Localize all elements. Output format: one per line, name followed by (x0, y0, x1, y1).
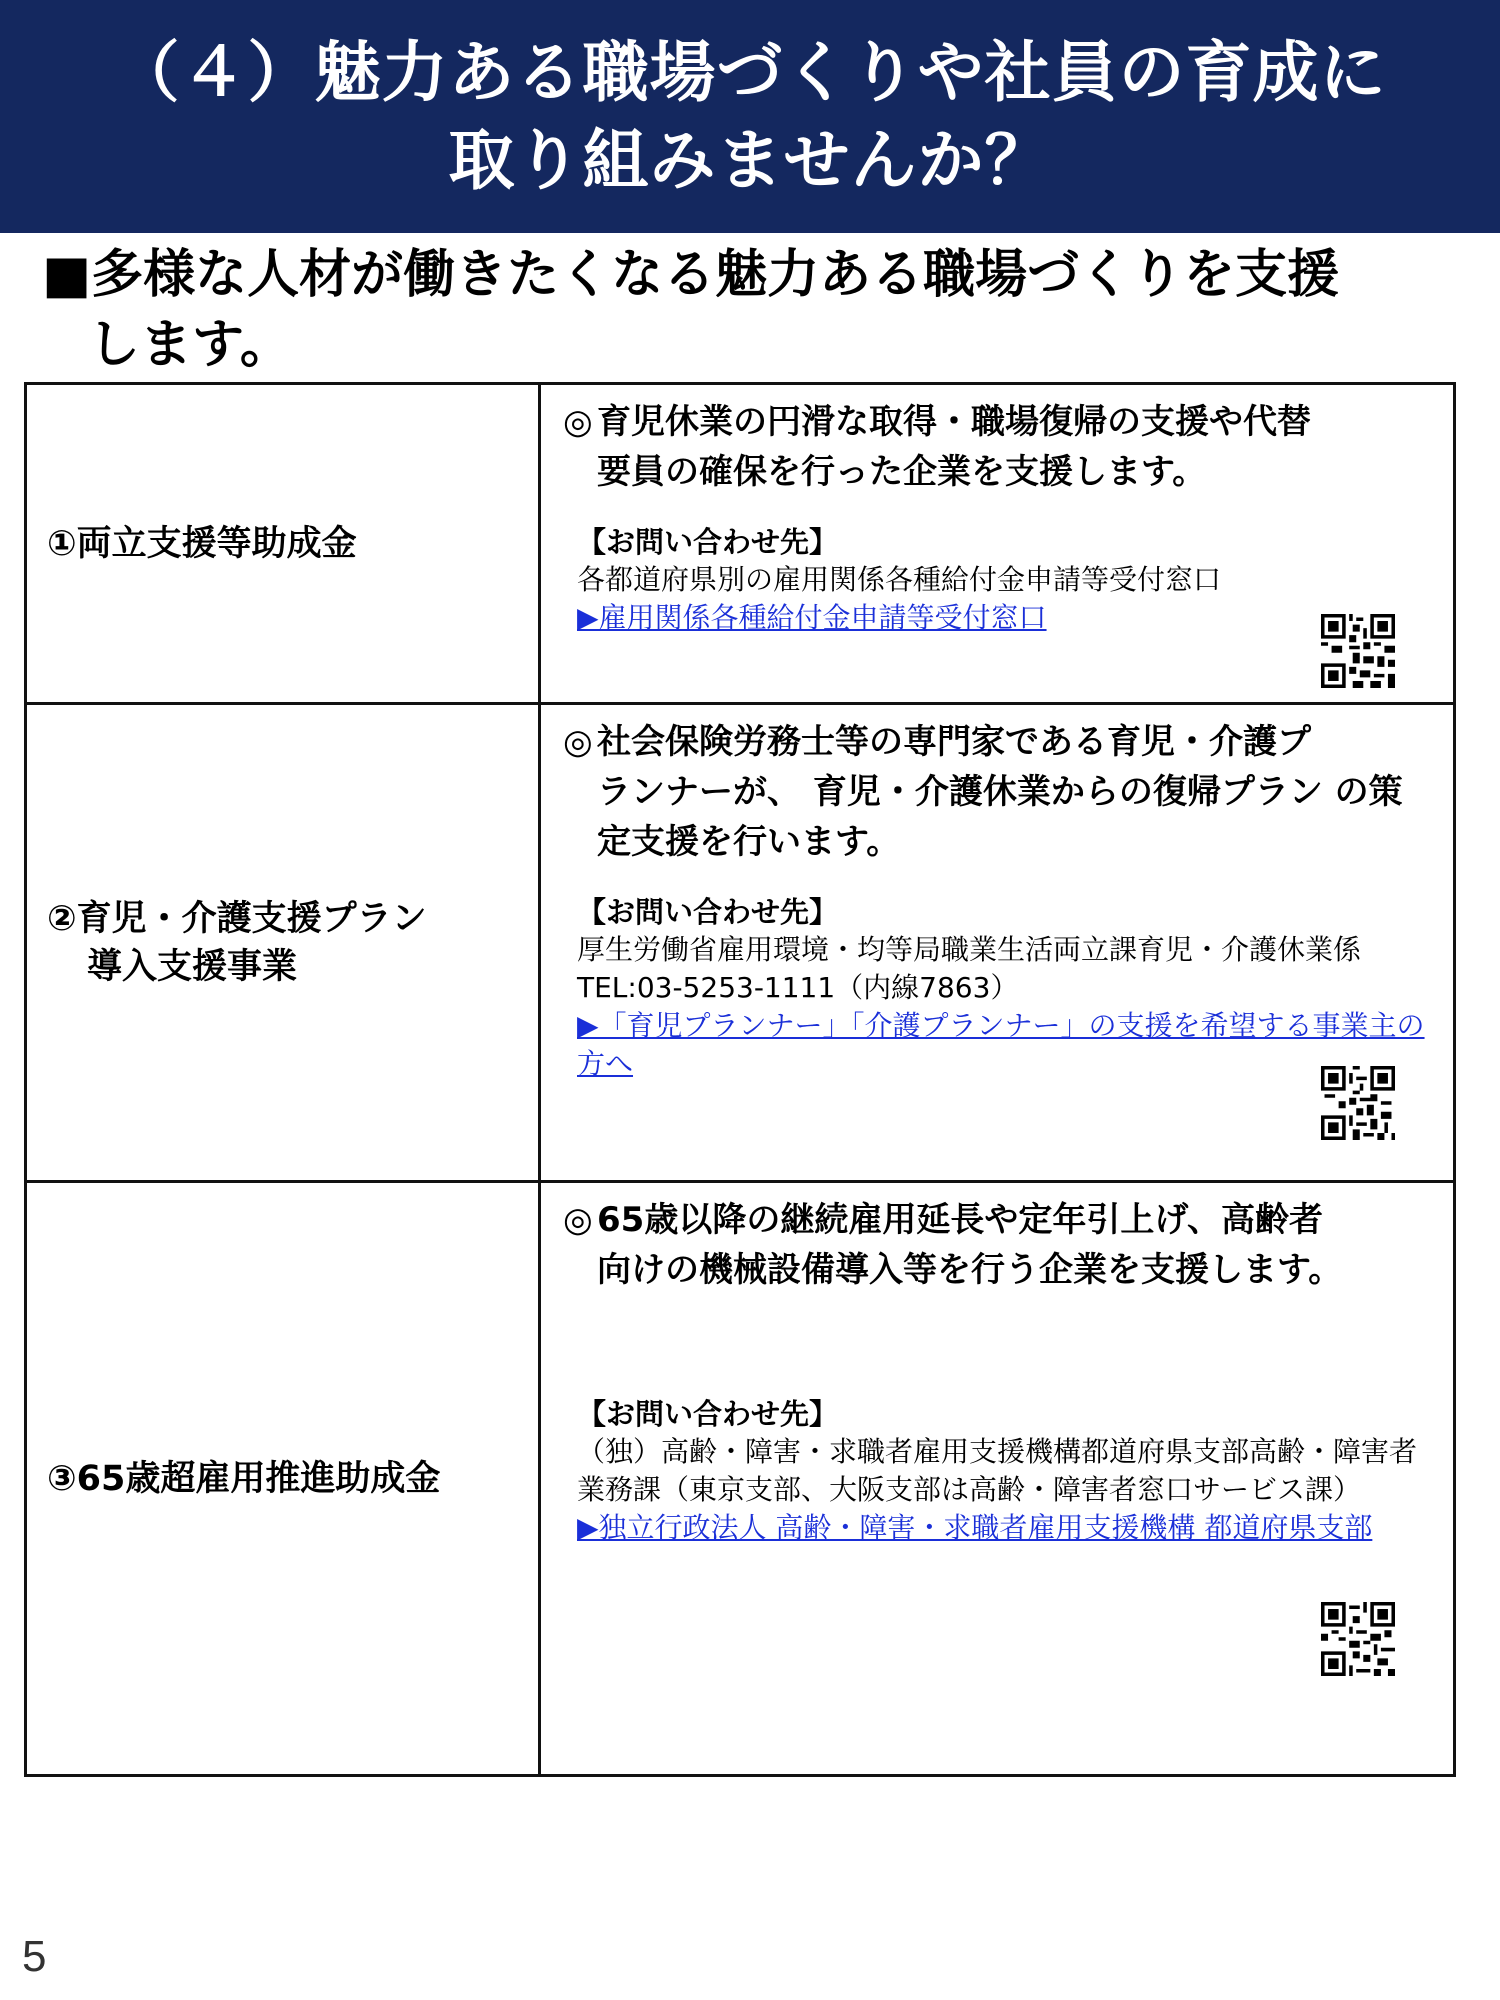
page-title-line1: （４）魅力ある職場づくりや社員の育成に (113, 33, 1387, 111)
program-name: ②育児・介護支援プラン (47, 898, 427, 939)
program-name-continued: 導入支援事業 (87, 946, 298, 987)
contact-text: （独）高齢・障害・求職者雇用支援機構都道府県支部高齢・障害者業務課（東京支部、大阪支部は高齢・障害者窓口サービス課） (577, 1435, 1418, 1506)
contact-label: 【お問い合わせ先】 (577, 1397, 839, 1431)
program-detail-cell (540, 1182, 1455, 1776)
program-detail-cell (540, 384, 1455, 704)
page-header (0, 0, 1500, 233)
contact-link[interactable]: ▶独立行政法人 高齢・障害・求職者雇用支援機構 都道府県支部 (577, 1511, 1373, 1544)
program-name-cell (26, 384, 540, 704)
contact-link[interactable]: ▶雇用関係各種給付金申請等受付窓口 (577, 601, 1047, 634)
qr-code-icon[interactable] (1321, 614, 1395, 688)
bullet-square: ■ (42, 245, 92, 305)
program-description: ◎ 社会保険労務士等の専門家である育児・介護プ ランナーが、 育児・介護休業からの復帰プラン の策定支援を行います。 (563, 717, 1435, 867)
contact-info (563, 523, 1435, 637)
contact-link[interactable]: ▶「育児プランナー」「介護プランナー」の支援を希望する事業主の方へ (577, 1009, 1425, 1080)
page-title-line2: 取り組みませんか？ (448, 121, 1052, 199)
section-heading-line1: 多様な人材が働きたくなる魅力ある職場づくりを支援 (91, 245, 1340, 305)
table-row (26, 704, 1455, 1182)
contact-phone: TEL:03-5253-1111（内線7863） (577, 971, 1019, 1004)
double-circle-icon: ◎ (563, 1200, 593, 1240)
program-name: ③65歳超雇用推進助成金 (47, 1458, 441, 1499)
program-description: ◎ 65歳以降の継続雇用延長や定年引上げ、高齢者 向けの機械設備導入等を行う企業を支援します。 (563, 1195, 1435, 1295)
program-name: ①両立支援等助成金 (47, 523, 357, 564)
contact-label: 【お問い合わせ先】 (577, 895, 839, 929)
contact-text: 厚生労働省雇用環境・均等局職業生活両立課育児・介護休業係 (577, 933, 1362, 966)
support-programs-table (24, 382, 1456, 1777)
table-row (26, 384, 1455, 704)
contact-label: 【お問い合わせ先】 (577, 525, 839, 559)
qr-code-icon[interactable] (1321, 1602, 1395, 1676)
program-name-cell (26, 1182, 540, 1776)
double-circle-icon: ◎ (563, 722, 593, 762)
contact-info (563, 893, 1435, 1083)
section-heading-line2: します。 (88, 315, 292, 375)
program-description: ◎ 育児休業の円滑な取得・職場復帰の支援や代替 要員の確保を行った企業を支援します。 (563, 397, 1435, 497)
qr-code-icon[interactable] (1321, 1066, 1395, 1140)
section-heading (42, 240, 1462, 380)
table-row (26, 1182, 1455, 1776)
contact-text: 各都道府県別の雇用関係各種給付金申請等受付窓口 (577, 563, 1222, 596)
program-detail-cell (540, 704, 1455, 1182)
program-name-cell (26, 704, 540, 1182)
double-circle-icon: ◎ (563, 402, 593, 442)
page-number: 5 (22, 1932, 47, 1981)
contact-info (563, 1395, 1435, 1547)
